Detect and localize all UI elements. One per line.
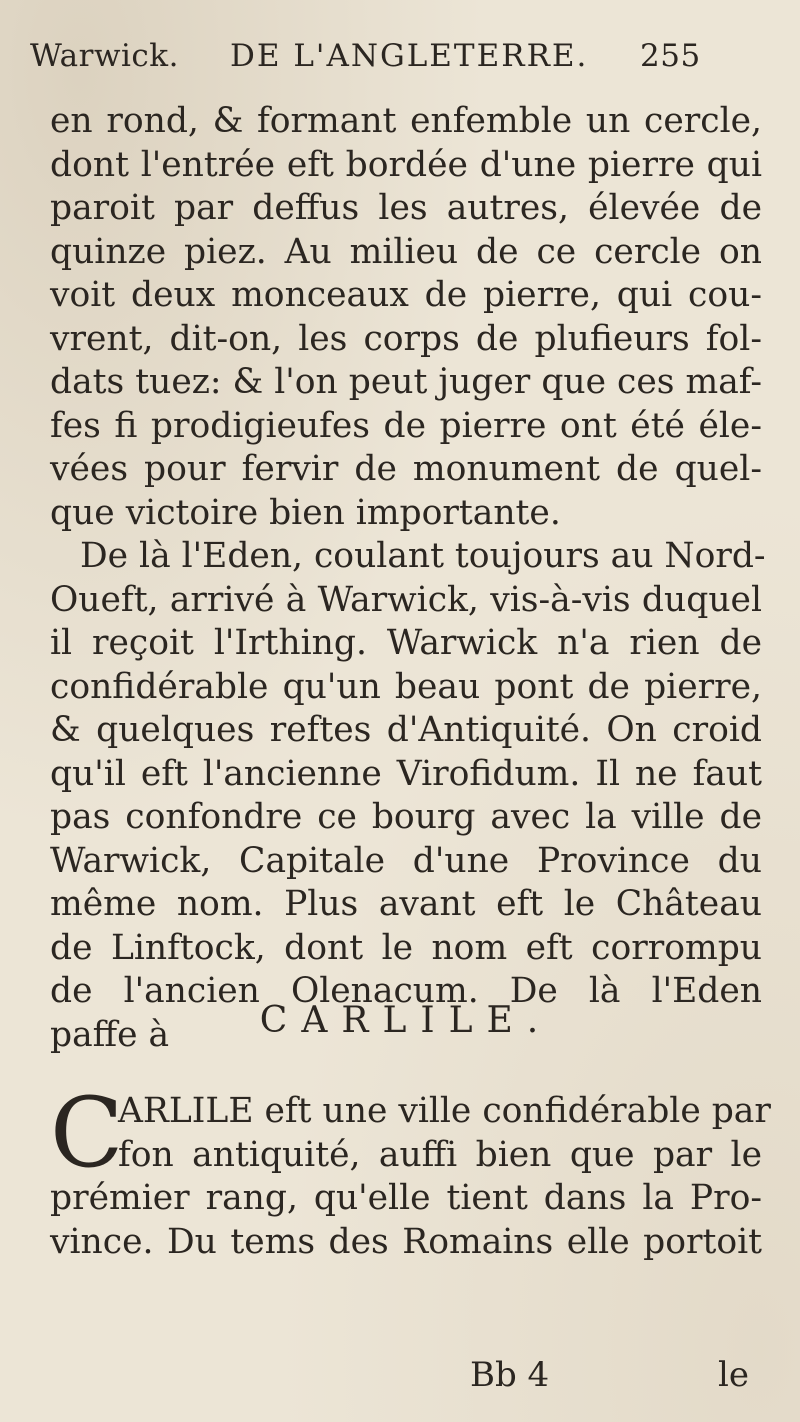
text-line: dont l'entrée eft bordée d'une pierre qui [50,144,762,185]
text-line: paffe à [50,1014,170,1055]
signature-mark: Bb 4 [470,1355,550,1395]
text-line [50,1090,771,1134]
header-title: DE L'ANGLETERRE. [230,38,589,74]
text-line: confidérable qu'un beau pont de pierre, [50,666,762,707]
text-line: dats tuez: & l'on peut juger que ces maf- [50,362,762,402]
text-line: il reçoit l'Irthing. Warwick n'a rien de [50,623,762,663]
text-line: qu'il eft l'ancienne Virofidum. Il ne faut [50,753,762,794]
running-header [30,38,730,90]
text-line: prémier rang, qu'elle tient dans la Pro- [50,1178,762,1218]
text-line: de Linftock, dont le nom eft corrompu [50,927,762,968]
text-line: fes fi prodigieufes de pierre ont été éle- [50,405,762,446]
text-line: paroit par deffus les autres, élevée de [50,188,762,228]
smallcaps-word: ARLILE [118,1091,254,1131]
text-line: voit deux monceaux de pierre, qui cou- [50,275,762,315]
text-line: Warwick, Capitale d'une Province du [50,840,762,881]
page-number: 255 [640,38,701,74]
text-line: vées pour fervir de monument de quel- [50,449,762,489]
text-line: pas confondre ce bourg avec la ville de [50,797,762,837]
text-line: De là l'Eden, coulant toujours au Nord- [80,536,766,576]
text-line: quinze piez. Au milieu de ce cercle on [50,231,762,272]
header-left: Warwick. [30,38,179,74]
text-line: vrent, dit-on, les corps de plufieurs fol- [50,318,762,359]
drop-cap: C [50,1077,124,1189]
text-line: même nom. Plus avant eft le Château [50,884,762,924]
text-line: Oueft, arrivé à Warwick, vis-à-vis duquel [50,579,762,620]
first-line-rest: eft une ville confidérable par [253,1091,771,1131]
text-line: & quelques reftes d'Antiquité. On croid [50,710,762,750]
text-line: fon antiquité, auffi bien que par le [118,1134,762,1175]
text-line: de l'ancien Olenacum. De là l'Eden [50,971,762,1011]
text-line: vince. Du tems des Romains elle portoit [50,1221,762,1262]
section-text [50,1077,771,1264]
section-title: CARLILE. [259,1000,553,1041]
text-line: en rond, & formant enfemble un cercle, [50,101,762,141]
text-line: que victoire bien importante. [50,492,561,533]
catchword: le [718,1355,749,1395]
main-text [50,100,766,1057]
